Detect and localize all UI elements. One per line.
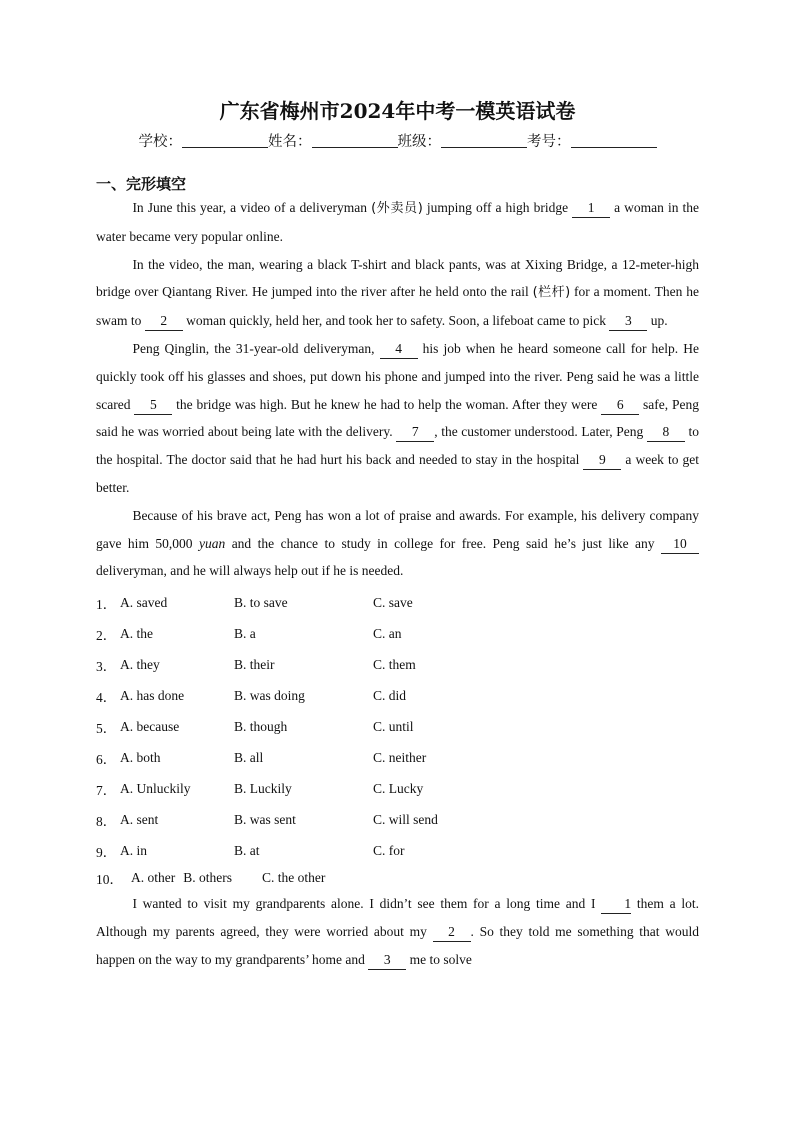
question-number: 4． [96, 689, 117, 705]
options-list [96, 587, 699, 890]
blank-10: 10 [661, 535, 699, 554]
option-c[interactable]: C. save [373, 594, 413, 610]
option-b[interactable]: B. to save [234, 594, 288, 610]
passage2-paragraph-1 [96, 890, 699, 973]
option-c[interactable]: C. did [373, 687, 407, 703]
option-a[interactable]: A. both [120, 749, 161, 765]
option-a[interactable]: A. in [120, 842, 147, 858]
option-a[interactable]: A. sent [120, 811, 159, 827]
option-c[interactable]: C. for [373, 842, 405, 858]
option-c[interactable]: C. the other [262, 870, 326, 886]
option-b[interactable]: B. was sent [234, 811, 296, 827]
text: the bridge was high. But he knew he had to help the woman. After they were [172, 396, 602, 412]
passage1-paragraph-1 [96, 194, 699, 251]
option-row [96, 773, 699, 804]
class-blank[interactable] [441, 133, 527, 148]
option-row [96, 711, 699, 742]
option-row [96, 742, 699, 773]
blank-7: 7 [396, 423, 434, 442]
text: I wanted to visit my grandparents alone. I didn’t see them for a long time and I [132, 896, 602, 912]
option-c[interactable]: C. will send [373, 811, 438, 827]
question-number: 6． [96, 751, 117, 767]
option-c[interactable]: C. until [373, 718, 414, 734]
option-b[interactable]: B. at [234, 842, 260, 858]
blank-1: 1 [572, 199, 610, 218]
blank-2: 2 [433, 923, 471, 942]
text: In June this year, a video of a deliveryman [132, 200, 372, 215]
option-row [96, 649, 699, 680]
option-row [96, 835, 699, 866]
text: In the video, the man, wearing a black T-shirt and black pants, was at Xixing Bridge, a 12-meter-high bridge over Qiantang River. He jumped into the river after he held onto the rail [96, 256, 699, 300]
option-a[interactable]: A. Unluckily [120, 780, 191, 796]
text: up. [647, 313, 668, 329]
question-number: 1． [96, 596, 117, 612]
passage1-paragraph-2 [96, 251, 699, 335]
text: for a moment. Then he swam to [96, 284, 699, 329]
option-c[interactable]: C. them [373, 656, 416, 672]
italic-word: yuan [198, 535, 226, 551]
school-label: 学校： [138, 134, 182, 150]
option-a[interactable]: A. has done [120, 687, 185, 703]
chinese-gloss: (外卖员) [371, 201, 423, 216]
blank-2: 2 [145, 312, 183, 331]
question-number: 10． [96, 872, 123, 888]
option-a[interactable]: A. other [131, 870, 176, 886]
question-number: 2． [96, 627, 117, 643]
student-info-line [96, 132, 699, 152]
option-b[interactable]: B. others [183, 870, 232, 886]
option-b[interactable]: B. a [234, 625, 256, 641]
blank-3: 3 [609, 312, 647, 331]
option-row [96, 618, 699, 649]
question-number: 5． [96, 720, 117, 736]
option-b[interactable]: B. was doing [234, 687, 305, 703]
section-heading: 一、完形填空 [96, 175, 187, 193]
option-a[interactable]: A. they [120, 656, 160, 672]
exam-no-label: 考号： [527, 134, 571, 150]
option-c[interactable]: C. neither [373, 749, 427, 765]
name-label: 姓名： [268, 134, 312, 150]
option-c[interactable]: C. Lucky [373, 780, 424, 796]
text: his job when he heard someone call for help. He quickly took off his glasses and shoes, put down his phone and jumped into the river. Peng said he was a little scared [96, 340, 699, 412]
text: a woman in the water became very popular online. [96, 200, 699, 244]
blank-4: 4 [380, 340, 418, 359]
text: me to solve [406, 951, 472, 967]
exam-title: 广东省梅州市2024年中考一模英语试卷 [219, 99, 576, 123]
blank-1: 1 [601, 895, 631, 914]
class-label: 班级： [397, 134, 441, 150]
option-b[interactable]: B. all [234, 749, 264, 765]
blank-5: 5 [134, 396, 172, 415]
blank-6: 6 [601, 396, 639, 415]
option-b[interactable]: B. their [234, 656, 275, 672]
school-blank[interactable] [182, 133, 268, 148]
option-b[interactable]: B. though [234, 718, 288, 734]
blank-8: 8 [647, 423, 685, 442]
text: them a lot. Although my parents agreed, they were worried about my [96, 896, 699, 939]
exam-no-blank[interactable] [571, 133, 657, 148]
blank-3: 3 [368, 951, 406, 970]
text: Peng Qinglin, the 31-year-old deliveryman, [132, 340, 380, 356]
chinese-gloss: (栏杆) [532, 285, 571, 301]
option-b[interactable]: B. Luckily [234, 780, 292, 796]
text: and the chance to study in college for free. Peng said he’s just like any [225, 535, 661, 551]
text: woman quickly, held her, and took her to safety. Soon, a lifeboat came to pick [182, 313, 610, 329]
option-a[interactable]: A. the [120, 625, 153, 641]
option-row [96, 680, 699, 711]
passage1-paragraph-3 [96, 335, 699, 502]
question-number: 3． [96, 658, 117, 674]
passage1-paragraph-4 [96, 502, 699, 585]
text: to the hospital. The doctor said that he had hurt his back and needed to stay in the hospital [96, 424, 699, 468]
option-a[interactable]: A. saved [120, 594, 168, 610]
option-a[interactable]: A. because [120, 718, 180, 734]
option-row [96, 804, 699, 835]
text: , the customer understood. Later, Peng [434, 424, 647, 440]
text: jumping off a high bridge [422, 200, 573, 215]
text: deliveryman, and he will always help out if he is needed. [96, 563, 404, 579]
question-number: 8． [96, 813, 117, 829]
option-row [96, 587, 699, 618]
name-blank[interactable] [312, 133, 398, 148]
text: . So they told me something that would happen on the way to my grandparents’ home and [96, 923, 699, 967]
option-row-10 [96, 866, 699, 890]
question-number: 9． [96, 844, 117, 860]
text: Because of his brave act, Peng has won a lot of praise and awards. For example, his delivery company gave him 50,000 [96, 507, 699, 551]
exam-page [96, 98, 699, 974]
text: safe, Peng said he was worried about being late with the delivery. [96, 396, 700, 440]
option-c[interactable]: C. an [373, 625, 402, 641]
text: a week to get better. [96, 452, 699, 495]
question-number: 7． [96, 782, 117, 798]
blank-9: 9 [583, 451, 621, 470]
